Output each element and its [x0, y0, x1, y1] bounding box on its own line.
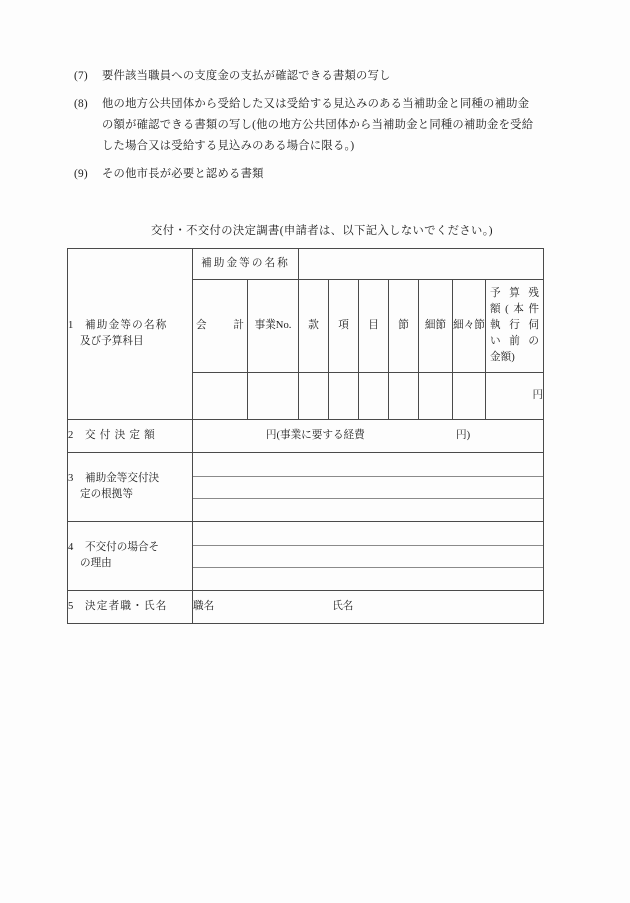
amount-suffix: 円) — [456, 429, 471, 441]
full-name-label: 氏名 — [332, 600, 354, 612]
clause-text — [102, 94, 544, 157]
input-budget-remaining[interactable] — [486, 373, 544, 420]
input-rejection-reason[interactable] — [193, 522, 544, 591]
table-row — [68, 591, 544, 624]
row-label-3 — [68, 453, 193, 522]
input-decision-basis[interactable] — [193, 453, 544, 522]
table-row — [68, 453, 544, 522]
clause-marker: (8) — [74, 97, 88, 110]
header-label-line: 金額) — [490, 351, 515, 363]
header-label: 節 — [398, 319, 409, 331]
header-label: 事業No. — [254, 319, 292, 331]
ruled-line — [193, 455, 543, 477]
header-label-multiline — [486, 283, 543, 368]
amount-prefix: 円(事業に要する経費 — [265, 429, 365, 441]
ruled-line — [193, 524, 543, 546]
row-label-line: 3 補助金等交付決 — [68, 472, 160, 484]
ruled-line — [193, 546, 543, 568]
clause-line: 要件該当職員への支度金の支払が確認できる書類の写し — [102, 70, 391, 82]
clause-text — [102, 66, 544, 87]
amount-annotation — [266, 428, 470, 444]
row-label-2 — [68, 420, 193, 453]
list-item — [74, 164, 544, 185]
row-label-line: 2 交付決定額 — [68, 429, 159, 441]
row-label-line: の理由 — [80, 558, 112, 569]
header-col-accounting — [193, 280, 248, 373]
input-saisaisetsu[interactable] — [453, 373, 486, 420]
clause-marker: (7) — [74, 70, 88, 82]
table-row — [68, 249, 544, 280]
table-row — [68, 522, 544, 591]
clause-text — [102, 164, 544, 185]
list-item — [74, 66, 544, 87]
input-setsu[interactable] — [389, 373, 419, 420]
input-decider-signature[interactable] — [193, 591, 544, 624]
header-col-project-no — [248, 280, 299, 373]
header-subsidy-name-value — [299, 249, 544, 280]
header-col-moku — [359, 280, 389, 373]
row-label-line: 及び予算科目 — [80, 336, 144, 347]
ruled-lines — [193, 455, 543, 520]
signature-row — [193, 599, 543, 615]
row-label-line: 4 不交付の場合そ — [68, 541, 160, 553]
clause-line: その他市長が必要と認める書類 — [102, 167, 264, 180]
header-col-budget-remaining — [486, 280, 544, 373]
input-kan[interactable] — [299, 373, 329, 420]
header-label: 会 計 — [196, 319, 244, 331]
table-row — [68, 420, 544, 453]
row-label-1 — [68, 249, 193, 420]
row-label-line: 定の根拠等 — [80, 489, 133, 500]
input-accounting[interactable] — [193, 373, 248, 420]
table-caption: 交付・不交付の決定調書(申請者は、以下記入しないでください。) — [151, 225, 493, 237]
input-decision-amount[interactable] — [193, 420, 544, 453]
row-label-5 — [68, 591, 193, 624]
ruled-lines — [193, 524, 543, 589]
header-label: 細節 — [424, 319, 447, 331]
list-item — [74, 94, 544, 157]
header-col-kan — [299, 280, 329, 373]
clause-list — [74, 66, 544, 191]
row-label-line: 1 補助金等の名称 — [68, 319, 168, 331]
header-col-saisetsu — [419, 280, 453, 373]
row-label-line: 5 決定者職・氏名 — [68, 600, 168, 612]
header-label: 款 — [308, 319, 319, 331]
clause-line: 他の地方公共団体から受給した又は受給する見込みのある当補助金と同種の補助金 — [102, 97, 530, 110]
header-label: 細々節 — [453, 320, 485, 332]
input-ko[interactable] — [329, 373, 359, 420]
header-label-line: 額(本件 — [490, 304, 540, 316]
header-label-line: 執行伺 — [490, 320, 540, 332]
input-project-no[interactable] — [248, 373, 299, 420]
header-label: 項 — [338, 319, 349, 331]
decision-form-table — [67, 248, 544, 624]
clause-line: の額が確認できる書類の写し(他の地方公共団体から当補助金と同種の補助金を受給 — [102, 118, 534, 131]
clause-line: した場合又は受給する見込みのある場合に限る。) — [102, 139, 355, 152]
header-label-line: 予算残 — [490, 288, 540, 300]
ruled-line — [193, 499, 543, 520]
row-label-4 — [68, 522, 193, 591]
header-label: 目 — [368, 319, 379, 331]
ruled-line — [193, 568, 543, 589]
header-col-saisaisetsu — [453, 280, 486, 373]
yen-symbol: 円 — [532, 389, 544, 401]
ruled-line — [193, 477, 543, 499]
clause-marker: (9) — [74, 167, 88, 180]
header-subsidy-name: 補助金等の名称 — [193, 249, 299, 280]
header-col-setsu — [389, 280, 419, 373]
post-title-label: 職名 — [193, 600, 215, 612]
header-label-line: い前の — [490, 335, 540, 347]
input-saisetsu[interactable] — [419, 373, 453, 420]
input-moku[interactable] — [359, 373, 389, 420]
header-col-ko — [329, 280, 359, 373]
